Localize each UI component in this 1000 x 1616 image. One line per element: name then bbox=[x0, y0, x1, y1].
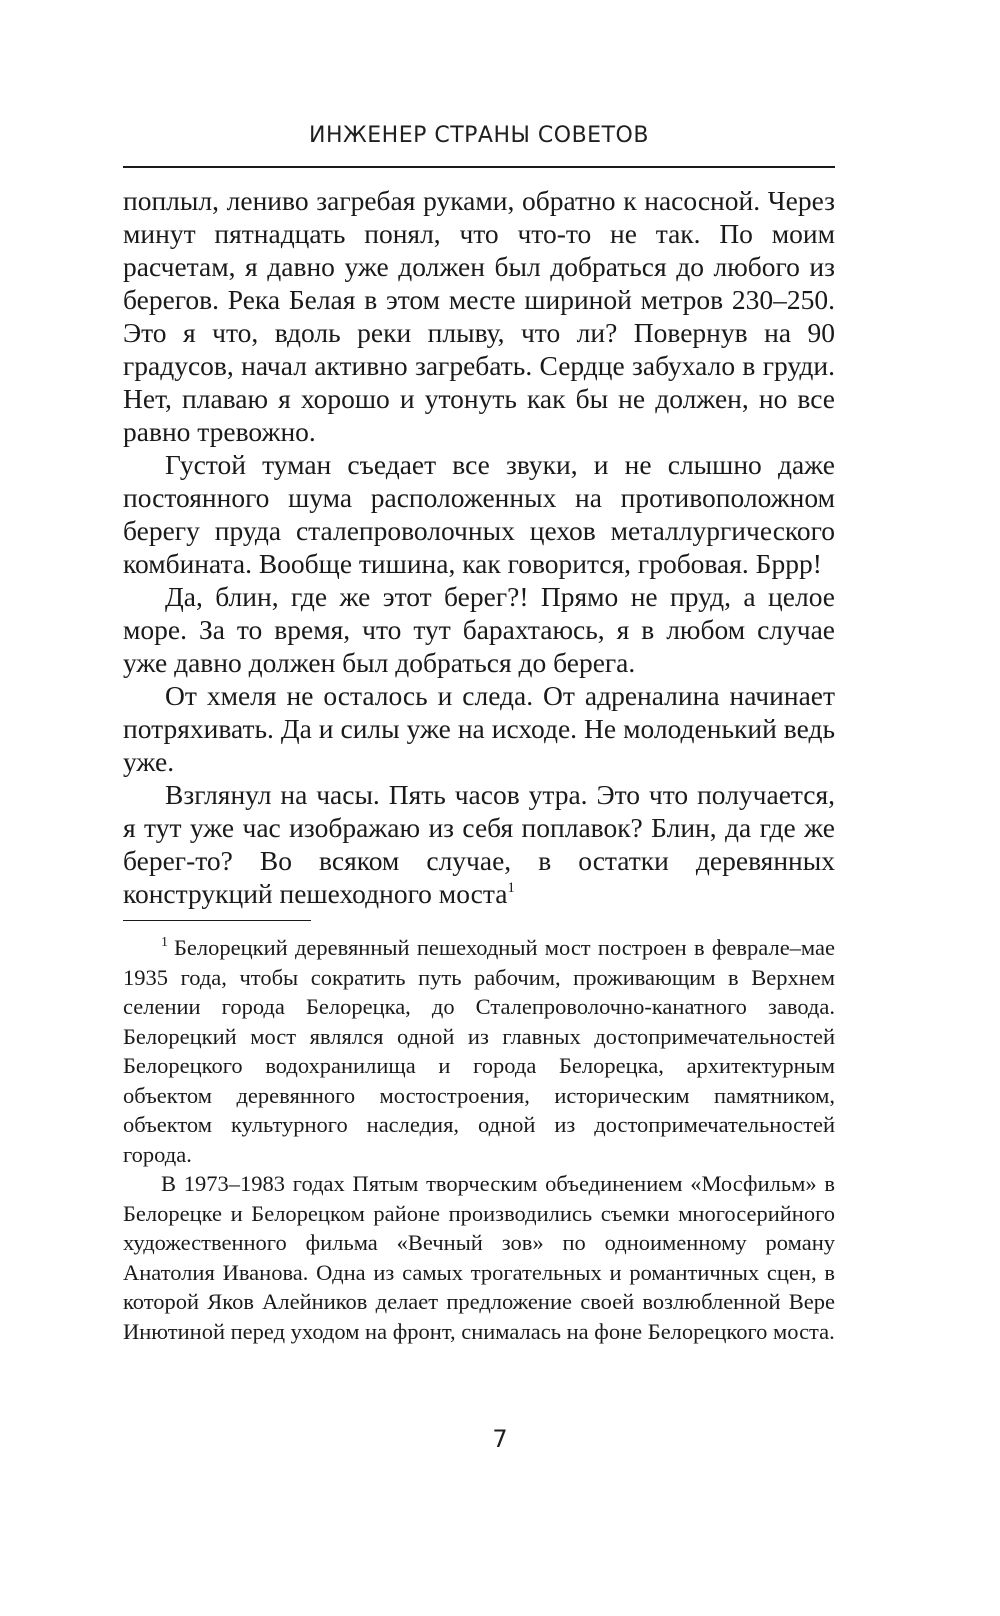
paragraph: От хмеля не осталось и следа. От адреналина начинает потряхивать. Да и силы уже на исходе. Не молоденький ведь уже. bbox=[123, 680, 835, 777]
footnote-continuation: В 1973–1983 годах Пятым творческим объединением «Мосфильм» в Белорецке и Белорецком районе производились съемки многосерийного художественного фильма «Вечный зов» по одноименному роману Анатолия Иванова. Одна из самых трогательных и романтичных сцен, в которой Яков Алейников делает предложение своей возлюбленной Вере Инютиной перед уходом на фронт, снималась на фоне Белорецкого моста. bbox=[123, 1171, 835, 1344]
footnote-reference[interactable]: 1 bbox=[507, 880, 515, 896]
footnote bbox=[123, 933, 835, 1169]
page-number: 7 bbox=[492, 1425, 508, 1453]
paragraph: Да, блин, где же этот берег?! Прямо не пруд, а целое море. За то время, что тут барахтаюсь, я в любом случае уже давно должен был добраться до берега. bbox=[123, 581, 835, 678]
paragraph: поплыл, лениво загребая руками, обратно к насосной. Через минут пятнадцать понял, что что-то не так. По моим расчетам, я давно уже должен был добраться до любого из берегов. Река Белая в этом месте шириной метров 230–250. Это я что, вдоль реки плыву, что ли? Повернув на 90 градусов, начал активно загребать. Сердце забухало в груди. Нет, плаваю я хорошо и утонуть как бы не должен, но все равно тревожно. bbox=[123, 185, 835, 447]
running-head: ИНЖЕНЕР СТРАНЫ СОВЕТОВ bbox=[309, 123, 649, 148]
footnote-number: 1 bbox=[161, 935, 168, 950]
main-text bbox=[123, 184, 835, 910]
footnote-separator bbox=[123, 920, 311, 921]
footnote-text: Белорецкий деревянный пешеходный мост построен в феврале–мае 1935 года, чтобы сократить путь рабочим, проживающим в Верхнем селении города Белорецка, до Сталепроволочно-канатного завода. Белорецкий мост являлся одной из главных достопримечательностей Белорецкого водохранилища и города Белорецка, архитектурным объектом деревянного мостостроения, историческим памятником, объектом культурного наследия, одной из достопримечательностей города. bbox=[123, 935, 835, 1167]
header-rule bbox=[123, 166, 835, 168]
book-page bbox=[123, 118, 835, 1346]
footnotes bbox=[123, 933, 835, 1346]
paragraph-with-footnote-ref bbox=[123, 778, 835, 910]
paragraph: Густой туман съедает все звуки, и не слышно даже постоянного шума расположенных на противоположном берегу пруда сталепроволочных цехов металлургического комбината. Вообще тишина, как говорится, гробовая. Бррр! bbox=[123, 449, 835, 579]
paragraph-text: Взглянул на часы. Пять часов утра. Это что получается, я тут уже час изображаю из себя поплавок? Блин, да где же берег-то? Во всяком случае, в остатки деревянных конструкций пешеходного моста bbox=[123, 779, 835, 909]
